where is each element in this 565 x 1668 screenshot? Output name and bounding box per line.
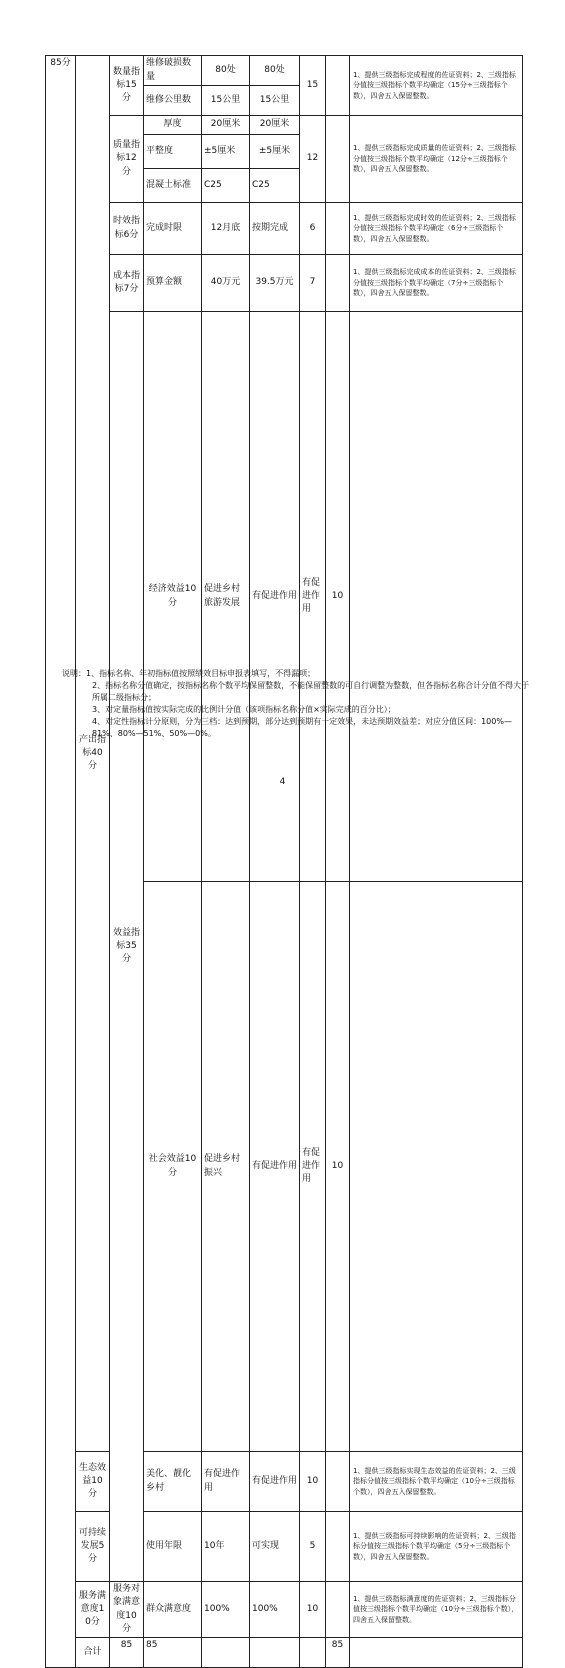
indicator-name: 维修破损数量: [144, 56, 202, 86]
indicator-name: 使用年限: [144, 1512, 202, 1582]
evidence-note: 1、提供三级指标完成成本的佐证资料；2、三级指标分值按三级指标个数平均确定（7分÷三级指标个数），四舍五入保留整数。: [350, 255, 523, 312]
actual-value: 80处: [250, 56, 300, 86]
social-benefit-label: 社会效益10分: [144, 882, 202, 1452]
actual-value: 100%: [250, 1582, 300, 1638]
page-number: 4: [279, 777, 286, 787]
economic-benefit-label: 经济效益10分: [144, 312, 202, 882]
satisfaction-indicator-label: 服务满意度10分: [76, 1582, 110, 1638]
notes-item: 说明：1、指标名称、年初指标值按照绩效目标申报表填写，不得漏项；: [62, 669, 316, 678]
actual-value: 39.5万元: [250, 255, 300, 312]
target-value: 15公里: [202, 86, 250, 116]
cost-indicator-label: 成本指标7分: [110, 255, 144, 312]
sustainable-label: 可持续发展5分: [76, 1512, 110, 1582]
score-cell: 15: [300, 56, 326, 116]
total-value: 85: [144, 1638, 202, 1668]
indicator-name: 维修公里数: [144, 86, 202, 116]
total-value: 85: [110, 1638, 144, 1668]
table-row: [46, 312, 523, 882]
indicator-name: 平整度: [144, 135, 202, 169]
output-indicator-label: 产出指标40分: [76, 56, 110, 1452]
blank-cell: [326, 1512, 350, 1582]
blank-cell: [326, 1582, 350, 1638]
evidence-note: 1、提供三级指标完成时效的佐证资料；2、三级指标分值按三级指标个数平均确定（6分÷三级指标个数），四舍五入保留整数。: [350, 203, 523, 255]
indicator-name: 厚度: [144, 116, 202, 135]
target-value: 12月底: [202, 203, 250, 255]
blank-cell: [250, 1638, 300, 1668]
target-value: 有促进作用: [202, 1452, 250, 1512]
blank-cell: [350, 882, 523, 1452]
blank-cell: [326, 255, 350, 312]
target-value: C25: [202, 169, 250, 203]
indicator-name: 混凝土标准: [144, 169, 202, 203]
performance-evaluation-table: [45, 55, 523, 1668]
indicator-name: 促进乡村旅游发展: [202, 312, 250, 882]
target-value: 有促进作用: [250, 882, 300, 1452]
target-value: 40万元: [202, 255, 250, 312]
evidence-note: 1、提供三级指标可持续影响的佐证资料；2、三级指标分值按三级指标个数平均确定（5分÷三级指标个数），四舍五入保留整数。: [350, 1512, 523, 1582]
evidence-note: 1、提供三级指标满意度的佐证资料；2、三级指标分值按三级指标个数平均确定（10分÷三级指标个数），四舍五入保留整数。: [350, 1582, 523, 1638]
evidence-note: 1、提供三级指标完成质量的佐证资料；2、三级指标分值按三级指标个数平均确定（12分÷三级指标个数），四舍五入保留整数。: [350, 116, 523, 203]
level1-score-cell: 85分: [46, 56, 76, 1668]
blank-cell: [300, 1638, 326, 1668]
notes-heading: 说明：: [62, 669, 86, 678]
notes-section: [62, 668, 532, 740]
indicator-name: 完成时限: [144, 203, 202, 255]
indicator-name: 预算金额: [144, 255, 202, 312]
actual-value: 15公里: [250, 86, 300, 116]
notes-item: 4、对定性指标计分原则，分为三档：达到预期，部分达到预期有一定效果，未达预期效益差；对应分值区间：100%—81%、80%—51%、50%—0%。: [92, 717, 512, 738]
notes-item: 3、对定量指标值按实际完成的比例计分值（该项指标名称分值×实际完成的百分比）；: [92, 705, 396, 714]
blank-cell: [326, 116, 350, 203]
blank-cell: [326, 1452, 350, 1512]
indicator-name: 促进乡村振兴: [202, 882, 250, 1452]
total-label: 合计: [76, 1638, 110, 1668]
score-cell: 10: [300, 1582, 326, 1638]
blank-cell: [350, 312, 523, 882]
table-row: [46, 255, 523, 312]
quality-indicator-label: 质量指标12分: [110, 116, 144, 203]
actual-value: 按期完成: [250, 203, 300, 255]
target-value: 100%: [202, 1582, 250, 1638]
blank-cell: [350, 1638, 523, 1668]
blank-cell: [326, 203, 350, 255]
score-cell: 5: [300, 1512, 326, 1582]
evidence-note: 1、提供三级指标实现生态效益的佐证资料；2、三级指标分值按三级指标个数平均确定（10分÷三级指标个数），四舍五入保留整数。: [350, 1452, 523, 1512]
evidence-note: 1、提供三级指标完成程度的佐证资料；2、三级指标分值按三级指标个数平均确定（15分÷三级指标个数），四舍五入保留整数。: [350, 56, 523, 116]
actual-value: ±5厘米: [250, 135, 300, 169]
score-cell: 6: [300, 203, 326, 255]
indicator-name: 美化、靓化乡村: [144, 1452, 202, 1512]
actual-value: 可实现: [250, 1512, 300, 1582]
score-cell: 10: [300, 1452, 326, 1512]
satisfaction-sub-label: 服务对象满意度10分: [110, 1582, 144, 1638]
blank-cell: [202, 1638, 250, 1668]
score-cell: 10: [326, 882, 350, 1452]
blank-cell: [326, 56, 350, 116]
quantity-indicator-label: 数量指标15分: [110, 56, 144, 116]
table-row: [46, 116, 523, 135]
total-score: 85: [326, 1638, 350, 1668]
actual-value: 有促进作用: [300, 312, 326, 882]
score-cell: 7: [300, 255, 326, 312]
table-row: [46, 56, 523, 86]
ecological-benefit-label: 生态效益10分: [76, 1452, 110, 1512]
target-value: 20厘米: [202, 116, 250, 135]
table-row: [46, 1582, 523, 1638]
benefit-indicator-label: 效益指标35分: [110, 312, 144, 1582]
target-value: 10年: [202, 1512, 250, 1582]
timeliness-indicator-label: 时效指标6分: [110, 203, 144, 255]
indicator-name: 群众满意度: [144, 1582, 202, 1638]
target-value: 有促进作用: [250, 312, 300, 882]
table-row: [46, 203, 523, 255]
actual-value: 有促进作用: [250, 1452, 300, 1512]
actual-value: 有促进作用: [300, 882, 326, 1452]
target-value: ±5厘米: [202, 135, 250, 169]
target-value: 80处: [202, 56, 250, 86]
actual-value: C25: [250, 169, 300, 203]
actual-value: 20厘米: [250, 116, 300, 135]
score-cell: 12: [300, 116, 326, 203]
notes-item: 2、指标名称分值确定，按指标名称个数平均保留整数，不能保留整数的可自行调整为整数，但各指标名称合计分值不得大于所属二级指标分；: [92, 681, 530, 702]
total-row: [46, 1638, 523, 1668]
score-cell: 10: [326, 312, 350, 882]
